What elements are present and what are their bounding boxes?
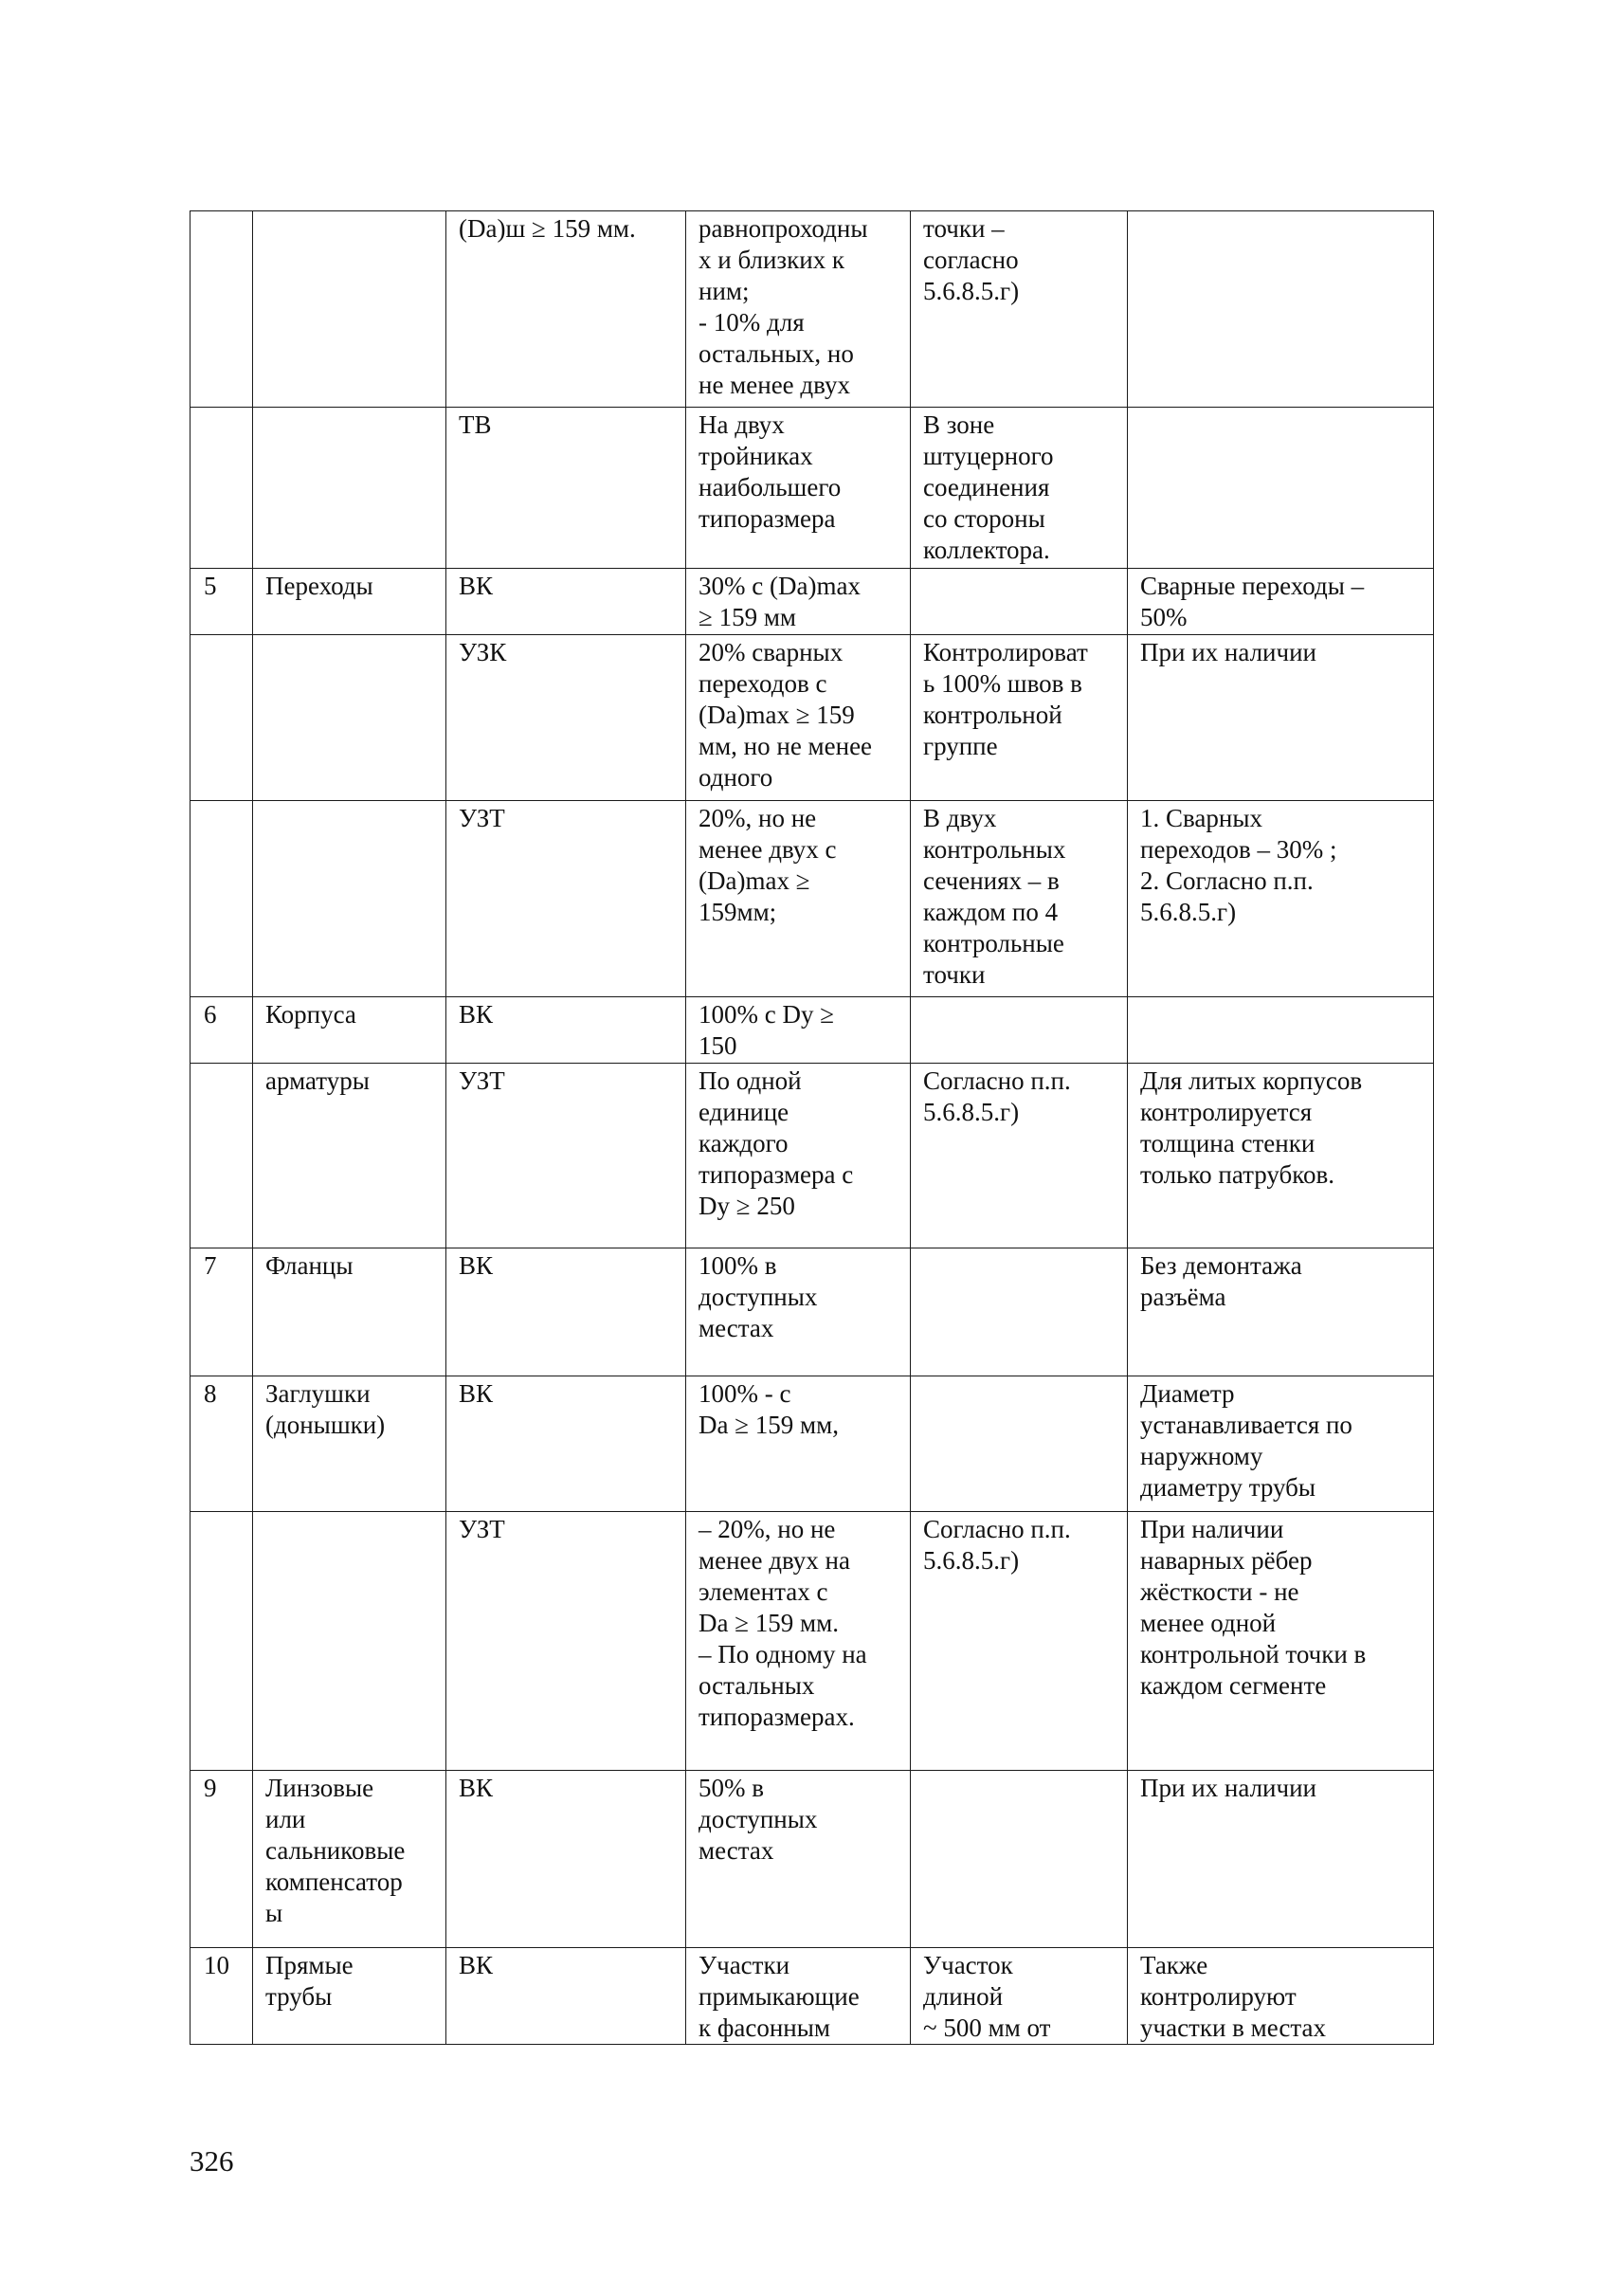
element-name-cell [253,1376,446,1512]
note-line: При наличии [1140,1515,1284,1543]
volume-line: менее двух на [699,1546,850,1575]
note-line: Без демонтажа [1140,1251,1302,1280]
table-row [191,997,1434,1064]
table-row [191,408,1434,569]
element-name-line: сальниковые [265,1836,406,1865]
row-number: 10 [204,1951,229,1979]
table-row [191,635,1434,801]
note-line: 50% [1140,603,1188,631]
note-line: жёсткости - не [1140,1577,1299,1606]
volume-line: 20% сварных [699,638,844,666]
zone-line: сечениях – в [923,866,1060,895]
element-name-line: Корпуса [265,1000,356,1029]
row-number: 6 [204,1000,217,1029]
note-line: При их наличии [1140,638,1316,666]
method-cell [446,1948,686,2045]
zone-line: контрольной [923,701,1062,729]
method-cell [446,1771,686,1948]
note-line: наружному [1140,1442,1263,1470]
volume-cell [686,635,911,801]
note-line: 2. Согласно п.п. [1140,866,1314,895]
zone-line: ь 100% швов в [923,669,1082,698]
note-cell [1128,569,1434,635]
volume-line: На двух [699,410,785,439]
method-line: (Da)ш ≥ 159 мм. [459,214,636,243]
element-name-cell [253,997,446,1064]
note-cell [1128,1248,1434,1376]
method-line: ТВ [459,410,492,439]
method-cell [446,1248,686,1376]
volume-line: переходов с [699,669,827,698]
volume-cell [686,408,911,569]
note-line: Для литых корпусов [1140,1066,1363,1095]
zone-line: со стороны [923,504,1045,533]
row-number: 8 [204,1379,217,1408]
element-name-cell [253,1248,446,1376]
element-name-cell [253,211,446,408]
volume-line: 159мм; [699,898,777,926]
table-row [191,1248,1434,1376]
element-name-cell [253,1512,446,1771]
method-cell [446,1512,686,1771]
volume-line: каждого [699,1129,789,1157]
volume-line: доступных [699,1805,818,1833]
note-line: участки в местах [1140,2014,1327,2042]
volume-cell [686,211,911,408]
element-name-line: компенсатор [265,1868,403,1896]
zone-line: В зоне [923,410,995,439]
row-number: 7 [204,1251,217,1280]
volume-line: остальных [699,1671,815,1700]
zone-line: коллектора. [923,536,1050,564]
method-line: ВК [459,1251,494,1280]
method-cell [446,1376,686,1512]
volume-line: 100% с Dy ≥ [699,1000,835,1029]
volume-line: ним; [699,277,750,305]
element-name-line: или [265,1805,306,1833]
zone-cell [911,211,1128,408]
table-row [191,1512,1434,1771]
element-name-cell [253,1064,446,1248]
table-row [191,211,1434,408]
volume-line: - 10% для [699,308,805,337]
volume-cell [686,801,911,997]
zone-line: соединения [923,473,1050,501]
method-cell [446,569,686,635]
element-name-line: Прямые [265,1951,354,1979]
volume-line: Da ≥ 159 мм, [699,1411,839,1439]
method-line: УЗТ [459,1066,505,1095]
volume-line: местах [699,1836,774,1865]
note-cell [1128,1948,1434,2045]
volume-cell [686,1771,911,1948]
note-line: Также [1140,1951,1208,1979]
zone-line: каждом по 4 [923,898,1059,926]
volume-line: Участки [699,1951,790,1979]
volume-line: одного [699,763,773,792]
row-number-cell [191,1771,253,1948]
note-line: толщина стенки [1140,1129,1316,1157]
volume-line: типоразмера с [699,1160,854,1189]
zone-cell [911,997,1128,1064]
row-number-cell [191,1948,253,2045]
volume-line: равнопроходны [699,214,868,243]
volume-line: (Da)max ≥ 159 [699,701,855,729]
volume-line: (Da)max ≥ [699,866,810,895]
element-name-line: ы [265,1899,283,1927]
inspection-table [190,210,1434,2045]
row-number: 5 [204,572,217,600]
element-name-cell [253,1948,446,2045]
note-line: разъёма [1140,1283,1226,1311]
method-line: ВК [459,1951,494,1979]
volume-cell [686,1064,911,1248]
note-line: Сварные переходы – [1140,572,1365,600]
row-number-cell [191,1376,253,1512]
volume-line: 100% - с [699,1379,791,1408]
element-name-cell [253,1771,446,1948]
element-name-cell [253,408,446,569]
zone-line: длиной [923,1982,1004,2011]
element-name-line: Фланцы [265,1251,354,1280]
note-line: переходов – 30% ; [1140,835,1337,864]
note-line: При их наличии [1140,1774,1316,1802]
method-cell [446,408,686,569]
element-name-cell [253,635,446,801]
row-number-cell [191,801,253,997]
volume-line: ≥ 159 мм [699,603,796,631]
note-cell [1128,1376,1434,1512]
row-number: 9 [204,1774,217,1802]
note-cell [1128,211,1434,408]
volume-line: тройниках [699,442,813,470]
row-number-cell [191,1512,253,1771]
volume-line: местах [699,1314,774,1342]
note-line: контролируют [1140,1982,1297,2011]
method-line: ВК [459,1000,494,1029]
volume-line: типоразмерах. [699,1703,855,1731]
note-line: каждом сегменте [1140,1671,1327,1700]
note-line: устанавливается по [1140,1411,1352,1439]
volume-line: 100% в [699,1251,777,1280]
volume-line: типоразмера [699,504,836,533]
zone-line: ~ 500 мм от [923,2014,1051,2042]
note-line: 1. Сварных [1140,804,1262,832]
note-line: только патрубков. [1140,1160,1335,1189]
row-number-cell [191,997,253,1064]
zone-cell [911,1064,1128,1248]
method-line: УЗК [459,638,507,666]
zone-cell [911,1948,1128,2045]
row-number-cell [191,635,253,801]
element-name-line: Линзовые [265,1774,374,1802]
row-number-cell [191,569,253,635]
note-cell [1128,635,1434,801]
zone-cell [911,801,1128,997]
zone-cell [911,1771,1128,1948]
zone-cell [911,1512,1128,1771]
row-number-cell [191,1064,253,1248]
zone-line: Согласно п.п. [923,1066,1071,1095]
zone-line: контрольных [923,835,1066,864]
volume-line: менее двух с [699,835,837,864]
note-line: диаметру трубы [1140,1473,1316,1502]
volume-line: примыкающие [699,1982,860,2011]
table-row [191,1948,1434,2045]
note-line: контрольной точки в [1140,1640,1367,1668]
element-name-line: арматуры [265,1066,370,1095]
element-name-line: трубы [265,1982,333,2011]
volume-line: остальных, но [699,339,854,368]
method-line: УЗТ [459,1515,505,1543]
note-line: контролируется [1140,1098,1313,1126]
zone-line: контрольные [923,929,1064,957]
volume-line: 50% в [699,1774,764,1802]
volume-line: мм, но не менее [699,732,873,760]
zone-line: штуцерного [923,442,1054,470]
table-row [191,569,1434,635]
volume-line: к фасонным [699,2014,830,2042]
zone-line: согласно [923,246,1019,274]
zone-cell [911,408,1128,569]
volume-line: – По одному на [699,1640,867,1668]
zone-line: 5.6.8.5.г) [923,1098,1020,1126]
element-name-line: Переходы [265,572,373,600]
row-number-cell [191,408,253,569]
zone-line: Согласно п.п. [923,1515,1071,1543]
volume-line: 20%, но не [699,804,817,832]
zone-line: Контролироват [923,638,1088,666]
volume-cell [686,1948,911,2045]
table-row [191,801,1434,997]
note-cell [1128,1771,1434,1948]
method-line: ВК [459,1774,494,1802]
volume-line: 150 [699,1031,737,1060]
volume-cell [686,997,911,1064]
volume-line: не менее двух [699,371,850,399]
volume-line: доступных [699,1283,818,1311]
row-number-cell [191,1248,253,1376]
zone-line: точки – [923,214,1005,243]
table-row [191,1771,1434,1948]
zone-line: 5.6.8.5.г) [923,1546,1020,1575]
volume-line: х и близких к [699,246,845,274]
method-line: ВК [459,572,494,600]
table-row [191,1064,1434,1248]
zone-line: В двух [923,804,997,832]
note-cell [1128,997,1434,1064]
page-number: 326 [190,2144,234,2178]
method-line: ВК [459,1379,494,1408]
volume-line: наибольшего [699,473,842,501]
volume-cell [686,1248,911,1376]
note-line: менее одной [1140,1609,1277,1637]
element-name-cell [253,801,446,997]
note-line: Диаметр [1140,1379,1235,1408]
zone-line: 5.6.8.5.г) [923,277,1020,305]
method-cell [446,801,686,997]
volume-line: По одной [699,1066,802,1095]
volume-cell [686,1512,911,1771]
zone-line: группе [923,732,998,760]
zone-line: Участок [923,1951,1013,1979]
zone-cell [911,1248,1128,1376]
note-cell [1128,408,1434,569]
volume-line: 30% с (Da)max [699,572,861,600]
method-cell [446,635,686,801]
volume-line: элементах с [699,1577,828,1606]
method-cell [446,1064,686,1248]
zone-cell [911,1376,1128,1512]
note-cell [1128,1512,1434,1771]
zone-cell [911,635,1128,801]
inspection-table-body [191,211,1434,2045]
note-line: наварных рёбер [1140,1546,1313,1575]
table-row [191,1376,1434,1512]
element-name-cell [253,569,446,635]
element-name-line: (донышки) [265,1411,386,1439]
volume-line: – 20%, но не [699,1515,836,1543]
method-cell [446,211,686,408]
method-line: УЗТ [459,804,505,832]
volume-line: Dy ≥ 250 [699,1192,795,1220]
method-cell [446,997,686,1064]
note-line: 5.6.8.5.г) [1140,898,1237,926]
zone-cell [911,569,1128,635]
note-cell [1128,801,1434,997]
zone-line: точки [923,960,986,989]
volume-cell [686,569,911,635]
row-number-cell [191,211,253,408]
volume-line: Da ≥ 159 мм. [699,1609,839,1637]
note-cell [1128,1064,1434,1248]
volume-line: единице [699,1098,789,1126]
volume-cell [686,1376,911,1512]
element-name-line: Заглушки [265,1379,371,1408]
